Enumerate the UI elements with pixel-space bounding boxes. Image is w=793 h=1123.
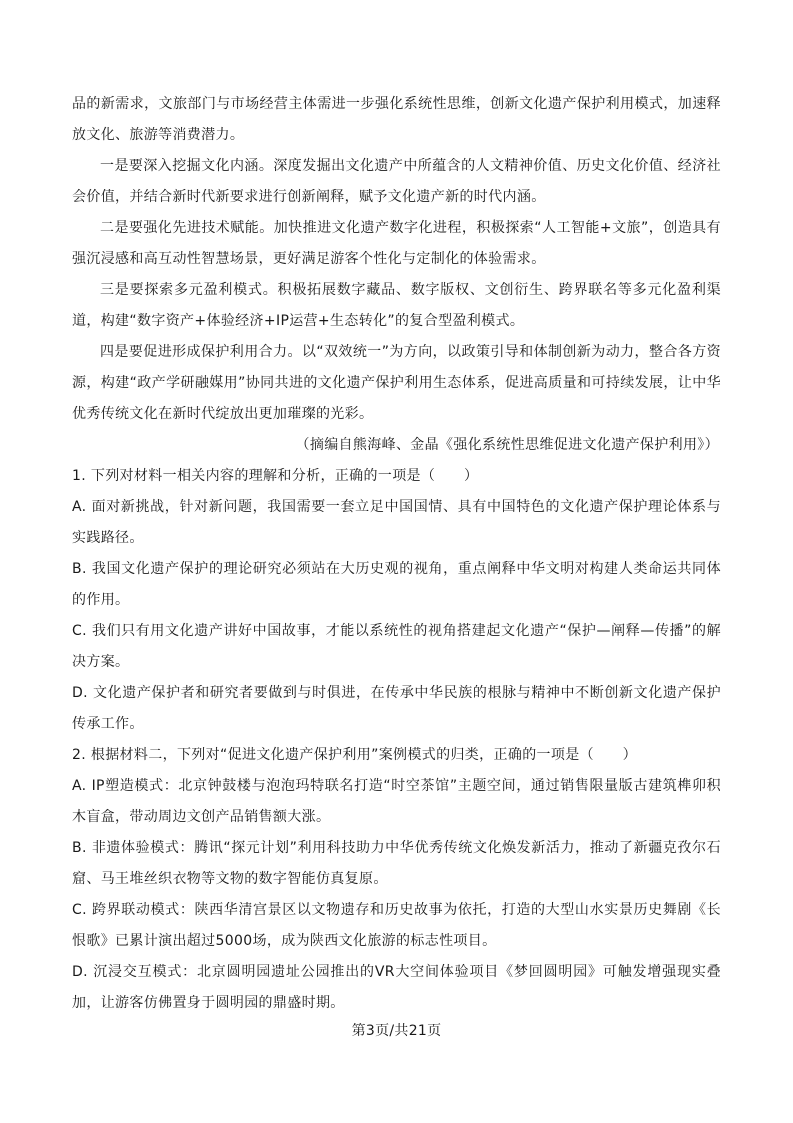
question-2: [72, 740, 721, 1019]
passage: [72, 89, 721, 461]
passage-paragraph: 二是要强化先进技术赋能。加快推进文化遗产数字化进程，积极探索“人工智能+文旅”，创造具有强沉浸感和高互动性智慧场景，更好满足游客个性化与定制化的体验需求。: [72, 220, 721, 267]
passage-source: （摘编自熊海峰、金晶《强化系统性思维促进文化遗产保护利用》）: [295, 437, 719, 453]
question-1: [72, 461, 721, 740]
passage-paragraph: 四是要促进形成保护利用合力。以“双效统一”为方向，以政策引导和体制创新为动力，整合各方资源，构建“政产学研融媒用”协同共进的文化遗产保护利用生态体系，促进高质量和可持续发展，让中华优秀传统文化在新时代绽放出更加璀璨的光彩。: [72, 344, 721, 422]
passage-paragraph: 品的新需求，文旅部门与市场经营主体需进一步强化系统性思维，创新文化遗产保护利用模式，加速释放文化、旅游等消费潜力。: [72, 96, 721, 143]
option-d: D. 沉浸交互模式：北京圆明园遗址公园推出的VR大空间体验项目《梦回圆明园》可触发增强现实叠加，让游客仿佛置身于圆明园的鼎盛时期。: [72, 964, 721, 1011]
option-c: C. 跨界联动模式：陕西华清宫景区以文物遗存和历史故事为依托，打造的大型山水实景历史舞剧《长恨歌》已累计演出超过5000场，成为陕西文化旅游的标志性项目。: [72, 902, 721, 949]
option-b: B. 非遗体验模式：腾讯“探元计划”利用科技助力中华优秀传统文化焕发新活力，推动了新疆克孜尔石窟、马王堆丝织衣物等文物的数字智能仿真复原。: [72, 840, 721, 887]
question-stem: 2. 根据材料二，下列对“促进文化遗产保护利用”案例模式的归类，正确的一项是（ ）: [72, 747, 638, 763]
option-b: B. 我国文化遗产保护的理论研究必须站在大历史观的视角，重点阐释中华文明对构建人类命运共同体的作用。: [72, 561, 721, 608]
option-d: D. 文化遗产保护者和研究者要做到与时俱进，在传承中华民族的根脉与精神中不断创新文化遗产保护传承工作。: [72, 685, 721, 732]
option-a: A. 面对新挑战，针对新问题，我国需要一套立足中国国情、具有中国特色的文化遗产保护理论体系与实践路径。: [72, 499, 721, 546]
passage-paragraph: 一是要深入挖掘文化内涵。深度发掘出文化遗产中所蕴含的人文精神价值、历史文化价值、经济社会价值，并结合新时代新要求进行创新阐释，赋予文化遗产新的时代内涵。: [72, 158, 721, 205]
page-number: 第3页/共21页: [351, 1023, 442, 1039]
question-stem: 1. 下列对材料一相关内容的理解和分析，正确的一项是（ ）: [72, 468, 479, 484]
option-a: A. IP塑造模式：北京钟鼓楼与泡泡玛特联名打造“时空茶馆”主题空间，通过销售限量版古建筑榫卯积木盲盒，带动周边文创产品销售额大涨。: [72, 778, 721, 825]
option-c: C. 我们只有用文化遗产讲好中国故事，才能以系统性的视角搭建起文化遗产“保护—阐释—传播”的解决方案。: [72, 623, 721, 670]
passage-paragraph: 三是要探索多元盈利模式。积极拓展数字藏品、数字版权、文创衍生、跨界联名等多元化盈利渠道，构建“数字资产+体验经济+IP运营+生态转化”的复合型盈利模式。: [72, 282, 721, 329]
